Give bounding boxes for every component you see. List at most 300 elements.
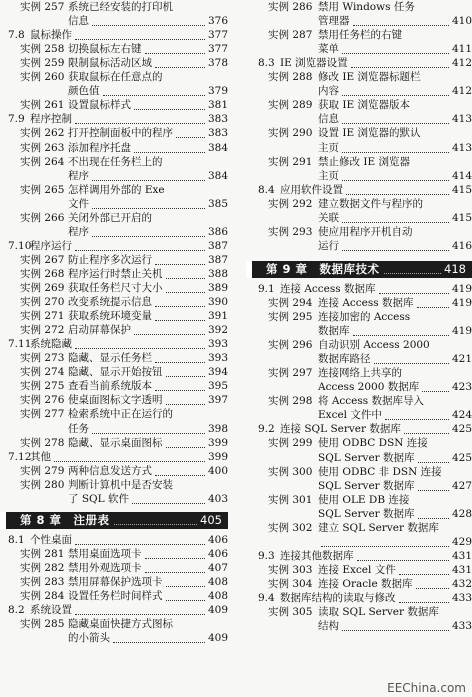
example-row (0, 438, 228, 452)
section-title: 鼠标操作 (30, 29, 72, 42)
page-number: 392 (207, 324, 228, 337)
entry-text: 使用 OLE DB 连接 (318, 493, 410, 506)
page-number: 383 (207, 127, 228, 140)
page-number: 403 (207, 492, 228, 505)
example-row (0, 269, 228, 283)
leader-dots (75, 123, 205, 124)
page-number: 414 (451, 169, 472, 182)
leader-dots (384, 273, 441, 274)
entry-text: 设置任务栏时间样式 (68, 590, 163, 602)
leader-dots (155, 264, 205, 265)
page-number: 397 (207, 394, 228, 407)
entry-text: 连接加密的 Access (318, 311, 411, 323)
page-number: 424 (451, 409, 472, 422)
entry-text: 文件 (68, 197, 89, 210)
page-number: 425 (451, 451, 472, 464)
example-label: 实例 283 (20, 575, 65, 588)
example-label: 实例 271 (20, 310, 65, 323)
page-number: 411 (451, 43, 472, 56)
example-row (246, 227, 472, 241)
watermark: EEChina.com (387, 681, 466, 695)
example-label: 实例 262 (20, 127, 65, 140)
entry-text: 信息 (318, 113, 339, 126)
leader-dots (145, 53, 205, 54)
page-number: 395 (207, 380, 228, 393)
section-number: 8.1 (8, 533, 25, 546)
example-label: 实例 274 (20, 366, 65, 379)
example-label: 实例 269 (20, 282, 65, 294)
continuation-row (246, 241, 472, 255)
entry-text: 的小箭头 (68, 632, 110, 645)
leader-dots (75, 544, 205, 545)
continuation-row (0, 494, 228, 508)
example-row (246, 72, 472, 86)
page-number: 425 (451, 423, 472, 436)
leader-dots (342, 152, 449, 153)
chapter-page: 418 (444, 261, 466, 276)
continuation-row (0, 424, 228, 438)
example-label: 实例 291 (268, 155, 313, 168)
leader-dots (166, 376, 205, 377)
example-label: 实例 261 (20, 99, 65, 112)
section-row (0, 605, 228, 619)
entry-text: Access 2000 数据库 (318, 381, 420, 394)
page-number: 419 (451, 325, 472, 338)
section-title: 连接 SQL Server 数据库 (280, 423, 401, 436)
example-row (246, 579, 472, 593)
entry-text: 关闭外部已开启的 (68, 211, 152, 224)
leader-dots (114, 524, 197, 525)
section-title: 个性桌面 (30, 533, 72, 546)
entry-text: 怎样调用外部的 Exe (68, 183, 165, 196)
page-number: 393 (207, 338, 228, 351)
example-row (0, 185, 228, 199)
entry-text: 任务 (68, 422, 89, 435)
page-number: 428 (451, 507, 472, 520)
leader-dots (54, 461, 205, 462)
example-label: 实例 297 (268, 367, 313, 380)
example-label: 实例 281 (20, 547, 65, 560)
example-row (246, 467, 472, 481)
leader-dots (103, 95, 205, 96)
leader-dots (134, 334, 205, 335)
section-number: 7.12 (8, 450, 32, 463)
leader-dots (417, 307, 449, 308)
entry-text: 菜单 (318, 43, 339, 56)
example-label: 实例 278 (20, 436, 65, 449)
entry-text: 了 SQL 软件 (68, 492, 129, 505)
page-number: 416 (451, 239, 472, 252)
example-label: 实例 275 (20, 380, 65, 393)
section-title: 连接其他数据库 (280, 549, 354, 562)
section-title: 数据库结构的读取与修改 (280, 592, 396, 604)
example-row (246, 298, 472, 312)
entry-text: 启动屏幕保护 (68, 324, 131, 337)
leader-dots (342, 95, 449, 96)
page-number: 431 (451, 563, 472, 576)
continuation-row (246, 143, 472, 157)
leader-dots (342, 180, 449, 181)
example-label: 实例 282 (20, 561, 65, 574)
example-label: 实例 288 (268, 71, 313, 84)
entry-text: 设置鼠标样式 (68, 99, 131, 112)
page-number: 419 (451, 296, 472, 309)
page-number: 379 (207, 85, 228, 98)
section-title: 程序运行 (30, 239, 72, 252)
section-number: 7.8 (8, 29, 25, 42)
example-row (0, 549, 228, 563)
entry-text: 防止程序多次运行 (68, 253, 152, 266)
entry-text: SQL Server 数据库 (318, 451, 415, 464)
entry-text: SQL Server 数据库 (318, 507, 415, 520)
leader-dots (321, 546, 449, 547)
chapter-title: 第 8 章 注册表 (20, 512, 110, 527)
leader-dots (75, 250, 205, 251)
entry-text: 检索系统中正在运行的 (68, 408, 173, 421)
section-row (0, 241, 228, 255)
example-row (246, 30, 472, 44)
example-row (0, 409, 228, 423)
entry-text: 打开控制面板中的程序 (68, 127, 173, 140)
leader-dots (418, 518, 449, 519)
entry-text: 读取 SQL Server 数据库 (318, 606, 439, 619)
page-number: 423 (451, 381, 472, 394)
page-number: 399 (207, 450, 228, 463)
entry-text: 禁用外观选项卡 (68, 561, 142, 574)
example-label: 实例 268 (20, 267, 65, 280)
entry-text: 程序运行时禁止关机 (68, 267, 163, 280)
chapter-title: 第 9 章 数据库技术 (266, 261, 380, 276)
entry-text: 切换鼠标左右键 (68, 43, 142, 56)
example-row (246, 565, 472, 579)
entry-text: 内容 (318, 85, 339, 98)
example-label: 实例 279 (20, 464, 65, 477)
entry-text: 禁用 Windows 任务 (318, 1, 415, 13)
example-label: 实例 301 (268, 493, 313, 506)
example-label: 实例 292 (268, 197, 313, 210)
page-number: 409 (207, 604, 228, 617)
section-title: 系统设置 (30, 604, 72, 617)
continuation-row (0, 171, 228, 185)
leader-dots (155, 320, 205, 321)
entry-text: SQL Server 数据库 (318, 479, 415, 492)
section-number: 9.4 (258, 592, 275, 604)
chapter-marker (246, 261, 254, 278)
example-label: 实例 289 (268, 99, 313, 112)
example-label: 实例 293 (268, 225, 313, 238)
example-label: 实例 273 (20, 352, 65, 365)
leader-dots (342, 222, 449, 223)
entry-text: 查看当前系统版本 (68, 380, 152, 393)
entry-text: 隐藏、显示任务栏 (68, 352, 152, 365)
example-row (246, 607, 472, 621)
example-row (0, 591, 228, 605)
leader-dots (166, 404, 205, 405)
example-row (0, 283, 228, 297)
leader-dots (416, 588, 449, 589)
page-number: 393 (207, 352, 228, 365)
continuation-row (0, 633, 228, 647)
example-row (0, 143, 228, 157)
section-number: 9.3 (258, 549, 275, 562)
example-row (246, 128, 472, 142)
entry-text: 结构 (318, 620, 339, 633)
leader-dots (155, 475, 205, 476)
example-row (246, 100, 472, 114)
example-label: 实例 290 (268, 127, 313, 140)
page-number: 406 (207, 533, 228, 546)
page-number: 381 (207, 99, 228, 112)
page-number: 433 (451, 620, 472, 633)
section-number: 7.9 (8, 113, 25, 126)
section-row (246, 185, 472, 199)
section-title: 程序控制 (30, 113, 72, 126)
leader-dots (418, 462, 449, 463)
continuation-row (0, 199, 228, 213)
example-label: 实例 294 (268, 296, 313, 309)
leader-dots (132, 503, 205, 504)
continuation-row (246, 509, 472, 523)
section-number: 8.2 (8, 604, 25, 617)
example-label: 实例 302 (268, 521, 313, 534)
entry-text: 关联 (318, 211, 339, 224)
example-label: 实例 276 (20, 394, 65, 407)
example-label: 实例 303 (268, 563, 313, 576)
example-label: 实例 286 (268, 1, 313, 13)
example-label: 实例 287 (268, 29, 313, 42)
entry-text: 隐藏、显示桌面图标 (68, 436, 163, 449)
page-number: 413 (451, 113, 472, 126)
leader-dots (176, 137, 205, 138)
leader-dots (166, 600, 205, 601)
page-number: 419 (451, 282, 472, 295)
entry-text: 获取 IE 浏览器版本 (318, 99, 410, 112)
example-label: 实例 265 (20, 183, 65, 196)
continuation-row (0, 16, 228, 30)
continuation-row (246, 537, 472, 551)
leader-dots (379, 293, 449, 294)
leader-dots (75, 614, 205, 615)
leader-dots (92, 208, 205, 209)
example-label: 实例 259 (20, 57, 65, 70)
leader-dots (92, 236, 205, 237)
entry-text: 禁用任务栏的右键 (318, 29, 402, 42)
example-row (246, 199, 472, 213)
entry-text: 隐藏、显示开始按钮 (68, 366, 163, 379)
chapter-heading (0, 512, 228, 529)
example-row (246, 438, 472, 452)
entry-text: 改变系统提示信息 (68, 296, 152, 309)
page-number: 386 (207, 225, 228, 238)
leader-dots (342, 250, 449, 251)
section-number: 8.3 (258, 57, 275, 70)
continuation-row (0, 227, 228, 241)
entry-text: 两种信息发送方式 (68, 464, 152, 477)
leader-dots (399, 574, 449, 575)
page-number: 408 (207, 590, 228, 602)
entry-text: 使用 ODBC DSN 连接 (318, 437, 428, 450)
page-number: 406 (207, 547, 228, 560)
example-row (0, 619, 228, 633)
leader-dots (418, 490, 449, 491)
leader-dots (113, 642, 205, 643)
page-number: 391 (207, 310, 228, 323)
example-row (0, 72, 228, 86)
page-number: 376 (207, 15, 228, 28)
page-number: 399 (207, 436, 228, 449)
leader-dots (155, 390, 205, 391)
continuation-row (246, 16, 472, 30)
continuation-row (246, 453, 472, 467)
entry-text: 连接 Access 数据库 (318, 296, 414, 309)
leader-dots (155, 306, 205, 307)
entry-text: 限制鼠标活动区域 (68, 57, 152, 70)
example-label: 实例 272 (20, 324, 65, 337)
entry-text: 隐藏桌面快捷方式图标 (68, 618, 173, 631)
entry-text: 判断计算机中是否安装 (68, 478, 173, 491)
leader-dots (166, 278, 205, 279)
example-label: 实例 270 (20, 296, 65, 309)
page-number: 377 (207, 43, 228, 56)
example-label: 实例 298 (268, 395, 313, 408)
leader-dots (92, 25, 205, 26)
leader-dots (399, 602, 449, 603)
leader-dots (351, 67, 449, 68)
page-number: 387 (207, 253, 228, 266)
entry-text: 管理器 (318, 15, 350, 28)
entry-text: 禁用屏幕保护选项卡 (68, 575, 163, 588)
leader-dots (422, 391, 449, 392)
page-number: 413 (451, 141, 472, 154)
example-row (0, 2, 228, 16)
page-number: 427 (451, 479, 472, 492)
entry-text: Excel 文件中 (318, 409, 382, 422)
section-row (246, 284, 472, 298)
example-label: 实例 266 (20, 211, 65, 224)
leader-dots (92, 180, 205, 181)
chapter-heading (246, 261, 472, 278)
example-label: 实例 258 (20, 43, 65, 56)
entry-text: 连接 Oracle 数据库 (318, 577, 413, 590)
entry-text: 主页 (318, 141, 339, 154)
example-row (246, 2, 472, 16)
entry-text: 连接网络上共享的 (318, 367, 402, 380)
leader-dots (357, 560, 449, 561)
example-row (246, 523, 472, 537)
example-row (0, 157, 228, 171)
example-label: 实例 304 (268, 577, 313, 590)
leader-dots (145, 572, 205, 573)
entry-text: 禁止修改 IE 浏览器 (318, 155, 410, 168)
chapter-page: 405 (200, 512, 222, 527)
continuation-row (246, 213, 472, 227)
entry-text: 主页 (318, 169, 339, 182)
example-label: 实例 299 (268, 437, 313, 450)
leader-dots (342, 123, 449, 124)
continuation-row (246, 326, 472, 340)
example-row (0, 577, 228, 591)
page-number: 387 (207, 239, 228, 252)
entry-text: 建立数据文件与程序的 (318, 197, 423, 210)
leader-dots (404, 433, 449, 434)
leader-dots (75, 348, 205, 349)
continuation-row (246, 481, 472, 495)
section-number: 9.2 (258, 423, 275, 436)
continuation-row (246, 621, 472, 635)
example-label: 实例 257 (20, 1, 65, 13)
page-number: 409 (207, 632, 228, 645)
entry-text: 获取鼠标在任意点的 (68, 71, 163, 84)
page-number: 407 (207, 561, 228, 574)
page-number: 412 (451, 57, 472, 70)
entry-text: 程序 (68, 169, 89, 182)
example-label: 实例 277 (20, 408, 65, 421)
page-number: 389 (207, 282, 228, 294)
leader-dots (353, 335, 449, 336)
section-number: 9.1 (258, 282, 275, 295)
leader-dots (155, 67, 205, 68)
example-row (0, 466, 228, 480)
entry-text: 使应用程序开机自动 (318, 225, 413, 238)
continuation-row (246, 171, 472, 185)
leader-dots (353, 25, 449, 26)
page-number: 394 (207, 366, 228, 379)
entry-text: 运行 (318, 239, 339, 252)
page-number: 400 (207, 464, 228, 477)
leader-dots (155, 362, 205, 363)
leader-dots (166, 292, 205, 293)
leader-dots (166, 447, 205, 448)
entry-text: 颜色值 (68, 85, 100, 98)
leader-dots (92, 433, 205, 434)
page-number: 431 (451, 549, 472, 562)
leader-dots (374, 363, 449, 364)
entry-text: 信息 (68, 15, 89, 28)
page-number: 408 (207, 575, 228, 588)
section-row (246, 593, 472, 607)
example-row (0, 480, 228, 494)
entry-text: 自动识别 Access 2000 (318, 339, 430, 352)
section-number: 8.4 (258, 183, 275, 196)
example-label: 实例 260 (20, 71, 65, 84)
example-row (0, 311, 228, 325)
leader-dots (166, 586, 205, 587)
section-title: IE 浏览器设置 (280, 57, 348, 70)
example-row (246, 495, 472, 509)
section-row (0, 452, 228, 466)
section-title: 系统隐藏 (30, 338, 72, 351)
section-title: 连接 Access 数据库 (280, 282, 376, 295)
example-label: 实例 263 (20, 141, 65, 154)
page-number: 433 (451, 592, 472, 604)
leader-dots (342, 630, 449, 631)
section-number: 7.11 (8, 338, 32, 351)
page-number: 385 (207, 197, 228, 210)
example-label: 实例 284 (20, 590, 65, 602)
example-row (0, 297, 228, 311)
entry-text: 获取任务栏尺寸大小 (68, 282, 163, 294)
page-number: 432 (451, 577, 472, 590)
page-number: 398 (207, 422, 228, 435)
example-label: 实例 295 (268, 311, 313, 323)
section-row (246, 551, 472, 565)
page-number: 378 (207, 57, 228, 70)
section-row (0, 535, 228, 549)
entry-text: 不出现在任务栏上的 (68, 155, 163, 168)
page-number: 377 (207, 29, 228, 42)
entry-text: 数据库 (318, 325, 350, 338)
example-label: 实例 296 (268, 339, 313, 352)
